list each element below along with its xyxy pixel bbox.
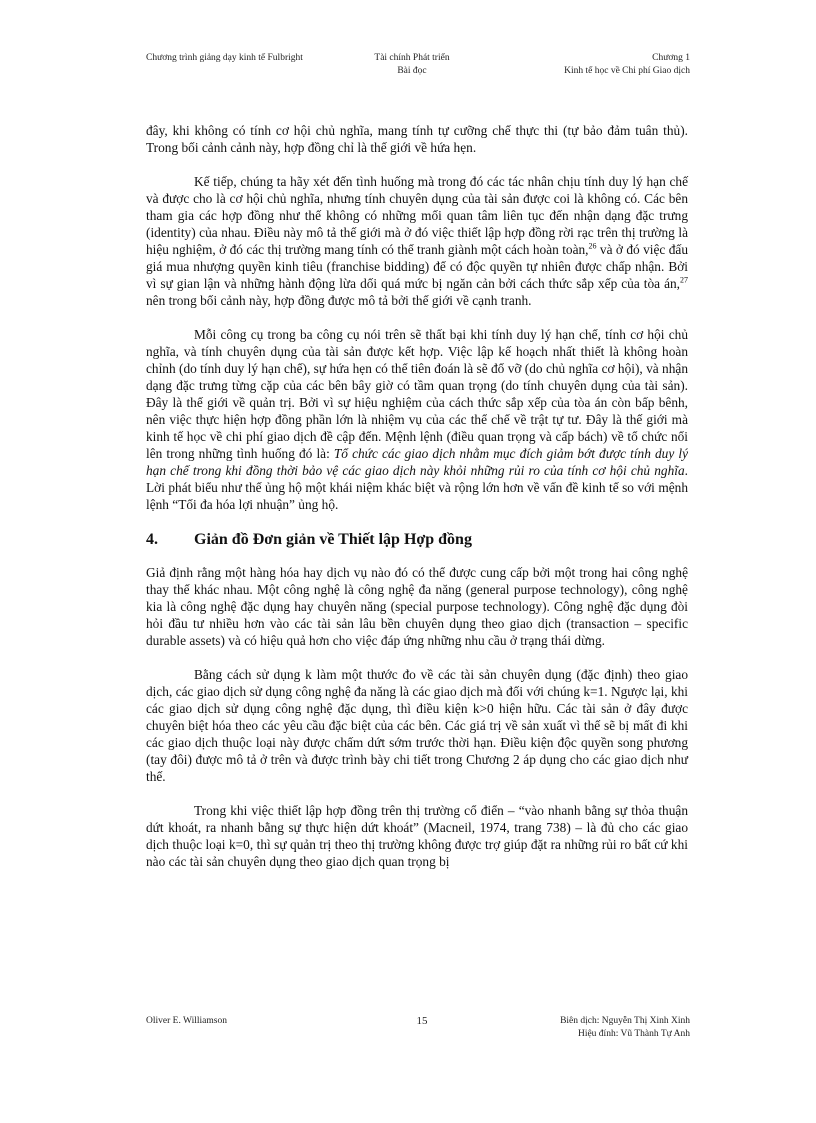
paragraph-3-part-b: . Lời phát biểu như thế ủng hộ một khái niệm khác biệt và rộng lớn hơn về vấn đề kinh tế so với mệnh lệnh “Tối đa hóa lợi nhuận” ủng hộ. xyxy=(146,463,688,512)
header-doc-type: Bài đọc xyxy=(397,66,427,76)
paragraph-2-part-a: Kế tiếp, chúng ta hãy xét đến tình huống mà trong đó các tác nhân chịu tính duy lý hạn chế và được cho là cơ hội chủ nghĩa, nhưng tính chuyên dụng của tài sản được coi là không có. Các bên tham gia các hợp đồng như thế không có những mối quan tâm liên tục đến nhận dạng đặc trưng (identity) của nhau. Điều này mô tả thế giới mà ở đó việc thiết lập hợp đồng rời rạc trên thị trường là hiệu nghiệm, ở đó các thị trường mang tính có thể tranh giành một cách hoàn toàn, xyxy=(146,174,688,257)
section-number: 4. xyxy=(146,531,158,548)
paragraph-3 xyxy=(146,326,688,513)
footnote-ref-26: 26 xyxy=(588,241,597,251)
header-chapter: Chương 1 xyxy=(652,53,690,63)
header-center xyxy=(352,52,472,78)
footer-author: Oliver E. Williamson xyxy=(146,1016,227,1026)
paragraph-2 xyxy=(146,173,688,309)
header-right xyxy=(564,52,690,78)
paragraph-6: Trong khi việc thiết lập hợp đồng trên thị trường cổ điển – “vào nhanh bằng sự thỏa thuận dứt khoát, ra nhanh bằng sự thực hiện dứt khoát” (Macneil, 1974, trang 738) – là đủ cho các giao dịch thuộc loại k=0, thì sự quản trị theo thị trường không được trợ giúp đặt ra những rủi ro bất cứ khi nào các tài sản chuyên dụng theo giao dịch quan trọng bị xyxy=(146,803,688,869)
header-course: Tài chính Phát triển xyxy=(374,53,450,63)
paragraph-3-part-a: Mỗi công cụ trong ba công cụ nói trên sẽ thất bại khi tính duy lý hạn chế, tính cơ hội chủ nghĩa, và tính chuyên dụng của tài sản được kết hợp. Việc lập kế hoạch nhất thiết là không hoàn chỉnh (do tính duy lý hạn chế), sự hứa hẹn có thể tiên đoán là sẽ đổ vỡ (do chủ nghĩa cơ hội), và nhận dạng đặc trưng từng cặp của các bên bây giờ có tầm quan trọng (do tính chuyên dụng của tài sản). Đây là thế giới về quản trị. Bởi vì sự hiệu nghiệm của cách thức sắp xếp của tòa án còn bấp bênh, nên việc thực hiện hợp đồng phần lớn là nhiệm vụ của các thể chế về trật tự tư. Đây là thế giới mà kinh tế học về chi phí giao dịch đề cập đến. Mệnh lệnh (điều quan trọng và cấp bách) về tổ chức nổi lên trong những tình huống đó là: xyxy=(146,327,688,461)
paragraph-2-part-b: và ở đó việc đấu giá mua nhượng quyền kinh tiêu (franchise bidding) để có độc quyền tự nhiên được chấp nhận. Bởi vì sự gian lận và những hành động lừa dối quá mức bị ngăn cản bởi cách thức sắp xếp của tòa án, xyxy=(146,242,688,291)
footnote-ref-27: 27 xyxy=(680,275,688,285)
paragraph-1: đây, khi không có tính cơ hội chủ nghĩa, mang tính tự cưỡng chế thực thi (tự bảo đảm tuân thủ). Trong bối cảnh cảnh này, hợp đồng chỉ là thế giới về hứa hẹn. xyxy=(146,123,688,155)
header-left: Chương trình giảng dạy kinh tế Fulbright xyxy=(146,53,303,63)
paragraph-5: Bằng cách sử dụng k làm một thước đo về các tài sản chuyên dụng (đặc định) theo giao dịch, các giao dịch sử dụng công nghệ đa năng là các giao dịch mà đối với chúng k=1. Ngược lại, khi các giao dịch sử dụng công nghệ đặc dụng, thì điều kiện k>0 hiện hữu. Các tài sản ở đây được chuyên biệt hóa theo các yêu cầu đặc biệt của các bên. Các giá trị về sản xuất vì thế sẽ bị mất đi khi các giao dịch thuộc loại này được chấm dứt sớm trước thời hạn. Điều kiện độc quyền song phương (tay đôi) được mô tả ở trên và được trình bày chi tiết trong Chương 2 áp dụng cho các giao dịch như thế. xyxy=(146,667,688,784)
footer-credits xyxy=(560,1015,690,1041)
document-body xyxy=(146,122,688,887)
paragraph-4: Giả định rằng một hàng hóa hay dịch vụ nào đó có thể được cung cấp bởi một trong hai công nghệ thay thế khác nhau. Một công nghệ là công nghệ đa năng (general purpose technology), công nghệ kia là công nghệ đặc dụng hay chuyên năng (special purpose technology). Công nghệ đặc dụng đòi hỏi đầu tư nhiều hơn vào các tài sản lâu bền chuyên dụng theo giao dịch (transaction – specific durable assets) và có hiệu quả hơn cho việc đáp ứng những nhu cầu ở trạng thái dừng. xyxy=(146,565,688,648)
section-heading xyxy=(146,530,688,550)
header-chapter-title: Kinh tế học về Chi phí Giao dịch xyxy=(564,66,690,76)
footer-editor: Hiệu đính: Vũ Thành Tự Anh xyxy=(577,1029,690,1039)
paragraph-2-part-c: nên trong bối cảnh này, hợp đồng được mô tả bởi thế giới về cạnh tranh. xyxy=(146,293,532,308)
section-title: Giản đồ Đơn giản về Thiết lập Hợp đồng xyxy=(194,531,472,548)
paragraph-3-emphasis: Tổ chức các giao dịch nhằm mục đích giảm bớt được tính duy lý hạn chế trong khi đồng thời bảo vệ các giao dịch này khỏi những rủi ro của tính cơ hội chủ nghĩa xyxy=(146,446,688,478)
page-number: 15 xyxy=(416,1015,428,1027)
footer-translator: Biên dịch: Nguyễn Thị Xinh Xinh xyxy=(560,1016,690,1026)
